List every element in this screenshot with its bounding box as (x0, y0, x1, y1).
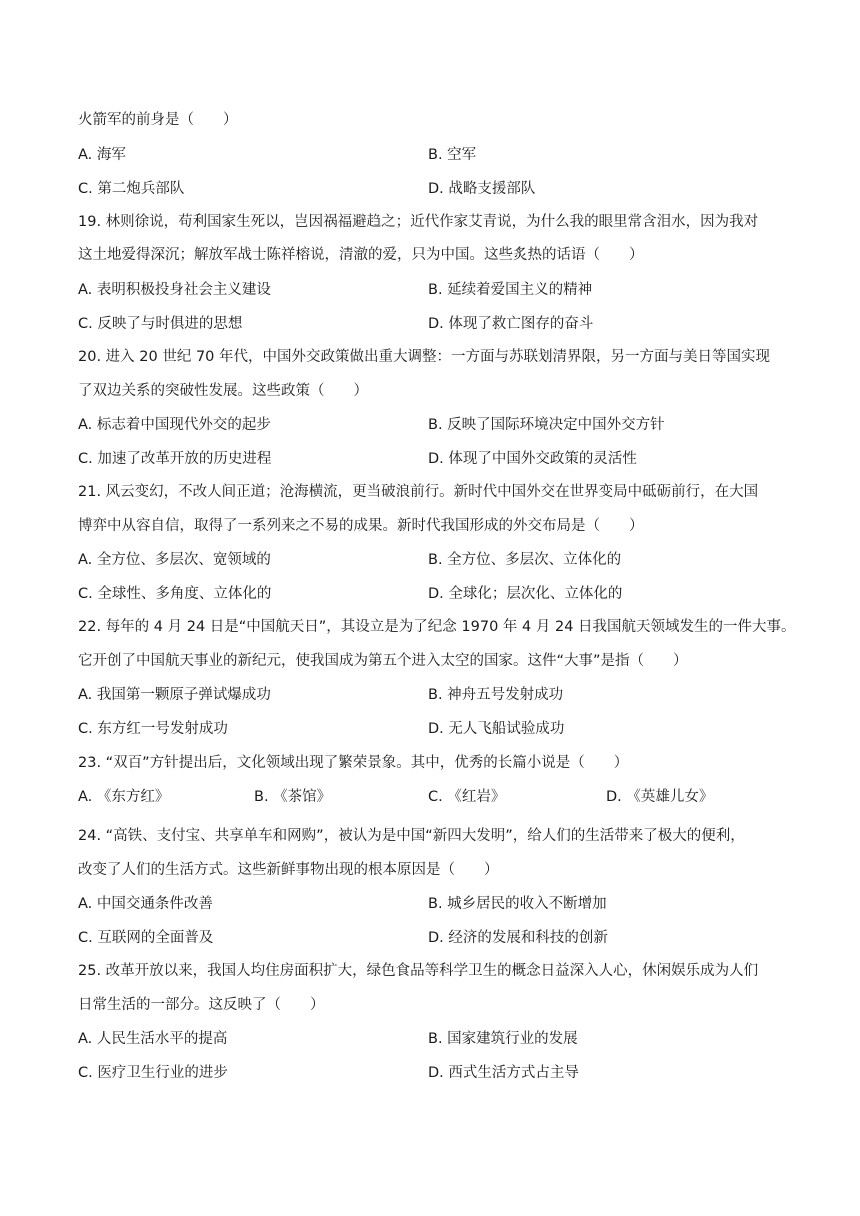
q20-option-c[interactable]: C. 加速了改革开放的历史进程 (78, 451, 272, 467)
q18-option-c[interactable]: C. 第二炮兵部队 (78, 181, 185, 197)
q20-option-a[interactable]: A. 标志着中国现代外交的起步 (78, 417, 271, 433)
question-21-stem-line2: 博弈中从容自信，取得了一系列来之不易的成果。新时代我国形成的外交布局是（ ） (78, 518, 644, 534)
question-24-stem-line1: 24. “高铁、支付宝、共享单车和网购”，被认为是中国“新四大发明”，给人们的生活带来了极大的便利， (78, 828, 745, 844)
q24-option-a[interactable]: A. 中国交通条件改善 (78, 896, 213, 912)
q24-option-d[interactable]: D. 经济的发展和科技的创新 (428, 930, 608, 946)
q25-option-a[interactable]: A. 人民生活水平的提高 (78, 1031, 228, 1047)
question-19-stem-line1: 19. 林则徐说，苟利国家生死以，岂因祸福避趋之；近代作家艾青说，为什么我的眼里常含泪水，因为我对 (78, 214, 759, 230)
q19-option-d[interactable]: D. 体现了救亡图存的奋斗 (428, 316, 594, 332)
question-22-stem-line2: 它开创了中国航天事业的新纪元，使我国成为第五个进入太空的国家。这件“大事”是指（ ） (78, 653, 688, 669)
q22-option-d[interactable]: D. 无人飞船试验成功 (428, 721, 565, 737)
q23-option-a[interactable]: A. 《东方红》 (78, 789, 170, 805)
question-19-stem-line2: 这土地爱得深沉；解放军战士陈祥榕说，清澈的爱，只为中国。这些炙热的话语（ ） (78, 247, 644, 263)
q24-option-b[interactable]: B. 城乡居民的收入不断增加 (428, 896, 607, 912)
q21-option-d[interactable]: D. 全球化；层次化、立体化的 (428, 586, 623, 602)
q25-option-d[interactable]: D. 西式生活方式占主导 (428, 1065, 579, 1081)
q20-option-b[interactable]: B. 反映了国际环境决定中国外交方针 (428, 417, 665, 433)
q22-option-c[interactable]: C. 东方红一号发射成功 (78, 721, 228, 737)
q25-option-c[interactable]: C. 医疗卫生行业的进步 (78, 1065, 228, 1081)
q22-option-a[interactable]: A. 我国第一颗原子弹试爆成功 (78, 687, 271, 703)
q18-option-b[interactable]: B. 空军 (428, 147, 477, 163)
q18-option-a[interactable]: A. 海军 (78, 147, 126, 163)
q22-option-b[interactable]: B. 神舟五号发射成功 (428, 687, 564, 703)
q21-option-c[interactable]: C. 全球性、多角度、立体化的 (78, 586, 272, 602)
q23-option-c[interactable]: C. 《红岩》 (428, 789, 506, 805)
question-24-stem-line2: 改变了人们的生活方式。这些新鲜事物出现的根本原因是（ ） (78, 862, 499, 878)
q24-option-c[interactable]: C. 互联网的全面普及 (78, 930, 214, 946)
q19-option-b[interactable]: B. 延续着爱国主义的精神 (428, 282, 593, 298)
question-23-stem: 23. “双百”方针提出后，文化领域出现了繁荣景象。其中，优秀的长篇小说是（ ） (78, 755, 629, 771)
q19-option-a[interactable]: A. 表明积极投身社会主义建设 (78, 282, 271, 298)
q20-option-d[interactable]: D. 体现了中国外交政策的灵活性 (428, 451, 637, 467)
q25-option-b[interactable]: B. 国家建筑行业的发展 (428, 1031, 578, 1047)
question-21-stem-line1: 21. 风云变幻，不改人间正道；沧海横流，更当破浪前行。新时代中国外交在世界变局中砥砺前行，在大国 (78, 484, 759, 500)
question-20-stem-line2: 了双边关系的突破性发展。这些政策（ ） (78, 383, 368, 399)
question-20-stem-line1: 20. 进入 20 世纪 70 年代，中国外交政策做出重大调整：一方面与苏联划清界限，另一方面与美日等国实现 (78, 349, 771, 365)
q21-option-b[interactable]: B. 全方位、多层次、立体化的 (428, 552, 622, 568)
q19-option-c[interactable]: C. 反映了与时俱进的思想 (78, 316, 243, 332)
question-22-stem-line1: 22. 每年的 4 月 24 日是“中国航天日”，其设立是为了纪念 1970 年 4 月 24 日我国航天领域发生的一件大事。 (78, 619, 796, 635)
q23-option-b[interactable]: B. 《茶馆》 (254, 789, 332, 805)
question-25-stem-line2: 日常生活的一部分。这反映了（ ） (78, 997, 325, 1013)
q18-option-d[interactable]: D. 战略支援部队 (428, 181, 536, 197)
q23-option-d[interactable]: D. 《英雄儿女》 (606, 789, 714, 805)
question-18-stem: 火箭军的前身是（ ） (78, 112, 238, 128)
question-25-stem-line1: 25. 改革开放以来，我国人均住房面积扩大，绿色食品等科学卫生的概念日益深入人心，休闲娱乐成为人们 (78, 963, 759, 979)
q21-option-a[interactable]: A. 全方位、多层次、宽领域的 (78, 552, 271, 568)
